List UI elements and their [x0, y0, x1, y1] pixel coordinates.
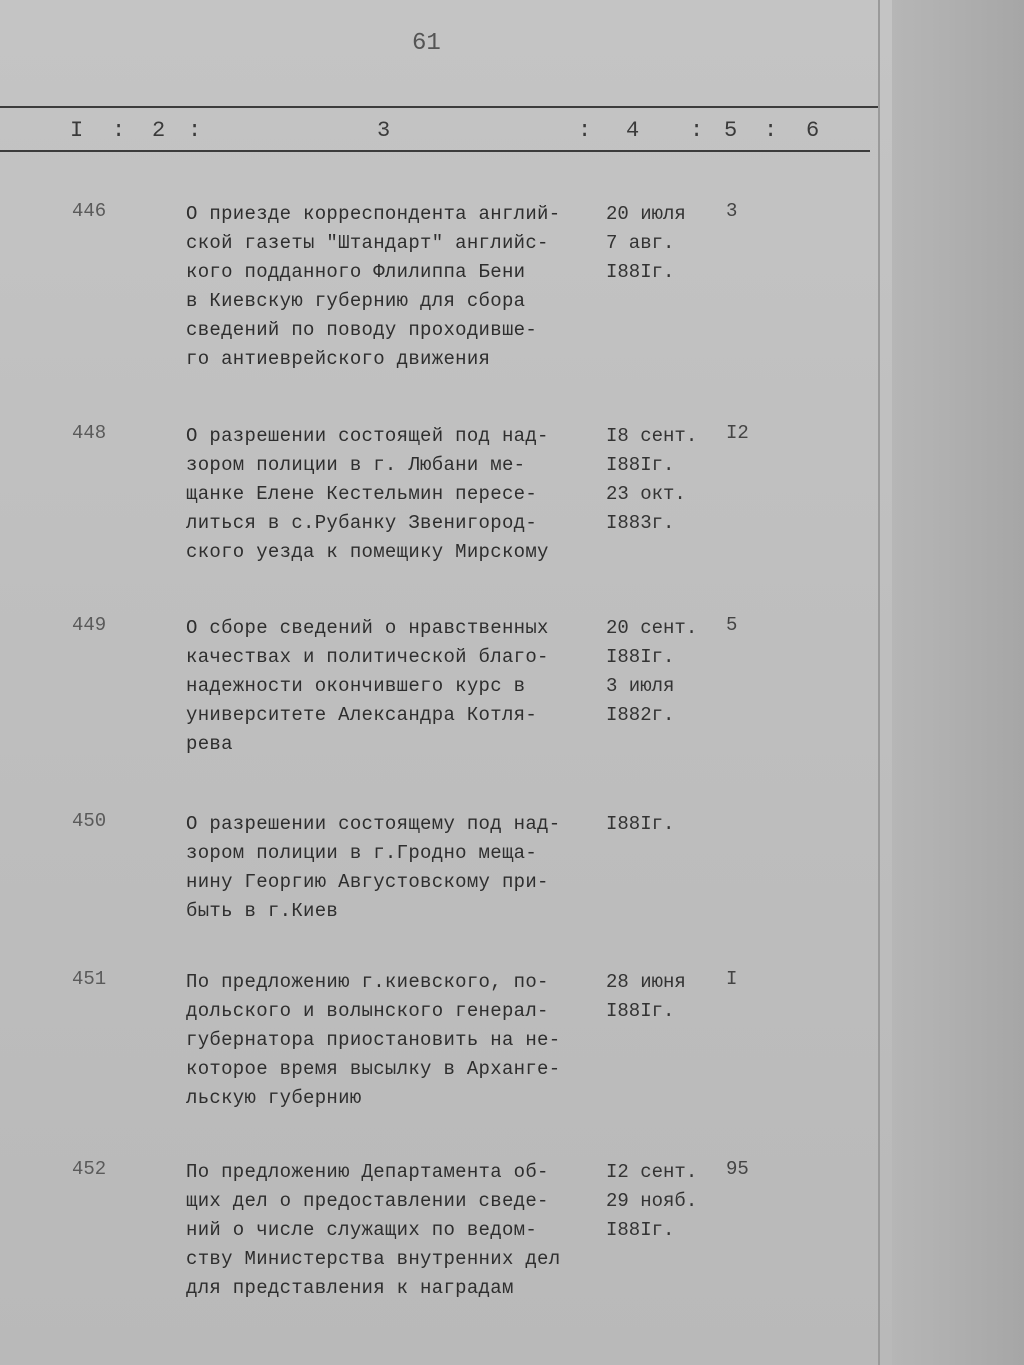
description-line: зором полиции в г. Любани ме- [186, 454, 526, 476]
description-line: О сборе сведений о нравственных [186, 617, 549, 639]
description-line: щих дел о предоставлении сведе- [186, 1190, 549, 1212]
description-line: для представления к наградам [186, 1277, 514, 1299]
description-line: ству Министерства внутренних дел [186, 1248, 561, 1270]
row-sheets: 95 [726, 1158, 749, 1180]
row-number: 449 [72, 614, 107, 636]
column-header-5: 5 [724, 118, 738, 143]
date-line: 7 авг. [606, 232, 675, 254]
date-line: I88Iг. [606, 1000, 675, 1022]
column-separator: : [578, 118, 592, 143]
date-line: 20 июля [606, 203, 686, 225]
date-line: I8 сент. [606, 425, 698, 447]
row-number: 452 [72, 1158, 107, 1180]
row-description [186, 810, 606, 926]
description-line: ского уезда к помещику Мирскому [186, 541, 549, 563]
row-dates [606, 614, 716, 730]
date-line: I88Iг. [606, 1219, 675, 1241]
description-line: сведений по поводу проходивше- [186, 319, 538, 341]
column-separator: : [188, 118, 202, 143]
description-line: в Киевскую губернию для сбора [186, 290, 526, 312]
row-sheets: I2 [726, 422, 749, 444]
column-header-4: 4 [626, 118, 640, 143]
row-sheets: 5 [726, 614, 738, 636]
date-line: I88Iг. [606, 261, 675, 283]
description-line: кого подданного Флилиппа Бени [186, 261, 526, 283]
description-line: надежности окончившего курс в [186, 675, 526, 697]
description-line: О разрешении состоящей под над- [186, 425, 549, 447]
row-number: 446 [72, 200, 107, 222]
date-line: I88Iг. [606, 454, 675, 476]
description-line: го антиеврейского движения [186, 348, 491, 370]
row-sheets: I [726, 968, 738, 990]
description-line: нину Георгию Августовскому при- [186, 871, 549, 893]
row-dates [606, 200, 716, 287]
description-line: качествах и политической благо- [186, 646, 549, 668]
date-line: I2 сент. [606, 1161, 698, 1183]
description-line: щанке Елене Кестельмин пересе- [186, 483, 538, 505]
header-rule-top [0, 106, 880, 108]
description-line: быть в г.Киев [186, 900, 339, 922]
row-number: 451 [72, 968, 107, 990]
description-line: литься в с.Рубанку Звенигород- [186, 512, 538, 534]
date-line: 3 июля [606, 675, 675, 697]
column-header-1: I [70, 118, 84, 143]
date-line: 23 окт. [606, 483, 686, 505]
column-header-3: 3 [377, 118, 391, 143]
description-line: дольского и волынского генерал- [186, 1000, 549, 1022]
description-line: которое время высылку в Арханге- [186, 1058, 561, 1080]
date-line: 29 нояб. [606, 1190, 698, 1212]
description-line: О разрешении состоящему под над- [186, 813, 561, 835]
description-line: По предложению Департамента об- [186, 1161, 549, 1183]
row-dates [606, 968, 716, 1026]
row-number: 450 [72, 810, 107, 832]
row-dates [606, 422, 716, 538]
date-line: I88Iг. [606, 813, 675, 835]
row-description [186, 422, 606, 567]
description-line: ской газеты "Штандарт" английс- [186, 232, 549, 254]
date-line: I88Iг. [606, 646, 675, 668]
row-number: 448 [72, 422, 107, 444]
row-dates [606, 1158, 716, 1245]
row-description [186, 614, 606, 759]
description-line: рева [186, 733, 233, 755]
page-edge-line [878, 0, 880, 1365]
page-number: 61 [412, 30, 441, 57]
date-line: I882г. [606, 704, 675, 726]
column-header-2: 2 [152, 118, 166, 143]
description-line: ний о числе служащих по ведом- [186, 1219, 538, 1241]
row-description [186, 1158, 606, 1303]
row-description [186, 200, 606, 374]
description-line: университете Александра Котля- [186, 704, 538, 726]
column-separator: : [112, 118, 126, 143]
description-line: льскую губернию [186, 1087, 362, 1109]
description-line: О приезде корреспондента англий- [186, 203, 561, 225]
row-sheets: 3 [726, 200, 738, 222]
page-edge-shadow [878, 0, 1024, 1365]
description-line: По предложению г.киевского, по- [186, 971, 549, 993]
row-dates [606, 810, 716, 839]
column-separator: : [764, 118, 778, 143]
description-line: губернатора приостановить на не- [186, 1029, 561, 1051]
date-line: 20 сент. [606, 617, 698, 639]
row-description [186, 968, 606, 1113]
column-header-6: 6 [806, 118, 820, 143]
column-separator: : [690, 118, 704, 143]
header-rule-bottom [0, 150, 870, 152]
description-line: зором полиции в г.Гродно меща- [186, 842, 538, 864]
date-line: 28 июня [606, 971, 686, 993]
date-line: I883г. [606, 512, 675, 534]
